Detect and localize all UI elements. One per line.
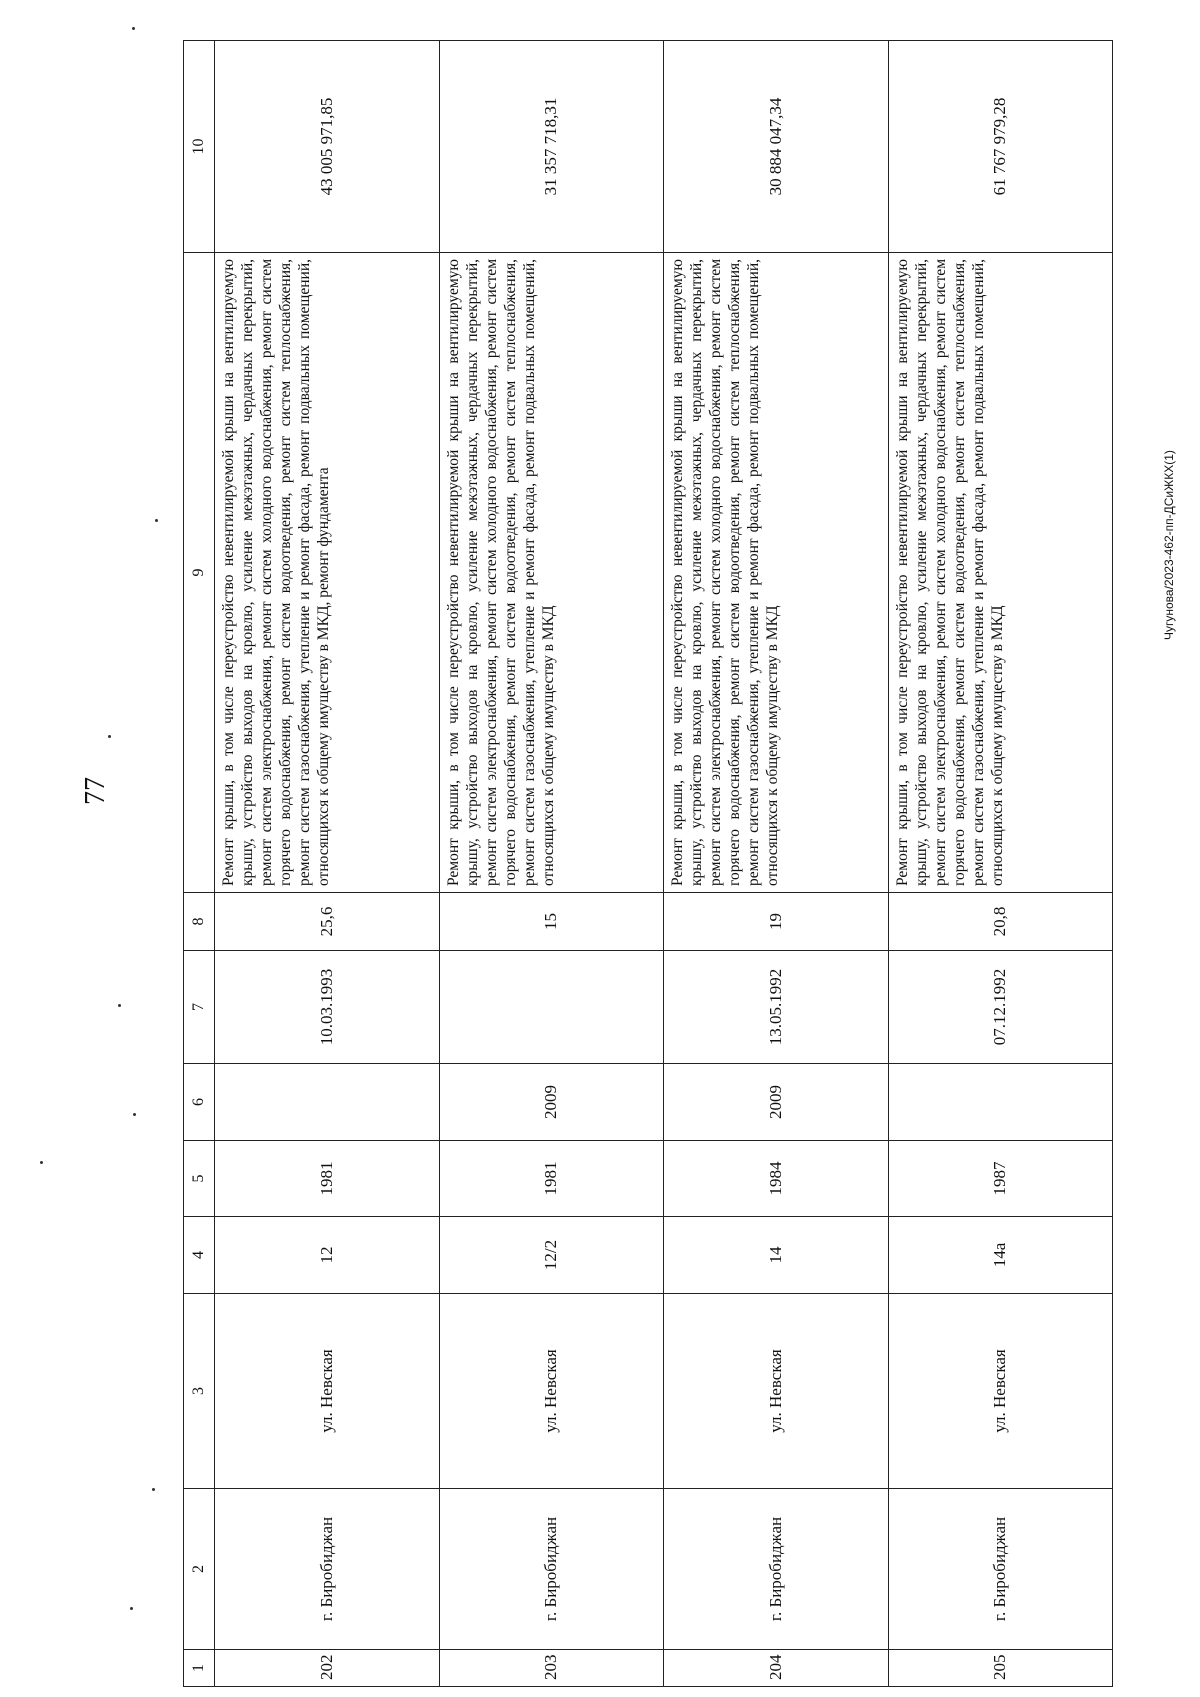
- table-row: [888, 41, 1113, 1687]
- table-row: [664, 41, 889, 1687]
- city-cell: г. Биробиджан: [664, 1489, 889, 1650]
- date-cell: 07.12.1992: [888, 951, 1113, 1064]
- date-cell: 10.03.1993: [215, 951, 440, 1064]
- column-number: 2: [184, 1489, 215, 1650]
- column-number: 8: [184, 893, 215, 951]
- street-cell: ул. Невская: [215, 1294, 440, 1489]
- column-number: 3: [184, 1294, 215, 1489]
- house-cell: 14а: [888, 1217, 1113, 1294]
- cost-cell: 30 884 047,34: [664, 41, 889, 253]
- cost-cell: 43 005 971,85: [215, 41, 440, 253]
- street-cell: ул. Невская: [888, 1294, 1113, 1489]
- works-cell: Ремонт крыши, в том числе переустройство невентилируемой крыши на вентилируемую крышу, устройство выходов на кровлю, усиление межэтажных, чердачных перекрытий, ремонт систем электроснабжения, ремонт систем холодного водоснабжения, ремонт систем горячего водоснабжения, ремонт систем водоотведения, ремонт систем теплоснабжения, ремонт систем газоснабжения, утепление и ремонт фасада, ремонт подвальных помещений, относящихся к общему имуществу в МКД: [888, 253, 1113, 893]
- house-cell: 12/2: [439, 1217, 664, 1294]
- register-table: [183, 40, 1113, 1687]
- year-built-cell: 1981: [439, 1141, 664, 1217]
- scan-speck: [155, 519, 158, 522]
- scan-speck: [133, 1113, 136, 1116]
- page-number: 77: [80, 777, 111, 805]
- column-number: 6: [184, 1064, 215, 1141]
- cost-cell: 31 357 718,31: [439, 41, 664, 253]
- year-overhaul-cell: [215, 1064, 440, 1141]
- document-id: Чугунова/2023-462-пп-ДСиЖКХ(1): [1162, 450, 1176, 640]
- works-cell: Ремонт крыши, в том числе переустройство невентилируемой крыши на вентилируемую крышу, устройство выходов на кровлю, усиление межэтажных, чердачных перекрытий, ремонт систем электроснабжения, ремонт систем холодного водоснабжения, ремонт систем горячего водоснабжения, ремонт систем водоотведения, ремонт систем теплоснабжения, ремонт систем газоснабжения, утепление и ремонт фасада, ремонт подвальных помещений, относящихся к общему имуществу в МКД, ремонт фундамента: [215, 253, 440, 893]
- street-cell: ул. Невская: [664, 1294, 889, 1489]
- column-number: 4: [184, 1217, 215, 1294]
- column-number: 10: [184, 41, 215, 253]
- column-number: 5: [184, 1141, 215, 1217]
- wear-cell: 19: [664, 893, 889, 951]
- city-cell: г. Биробиджан: [439, 1489, 664, 1650]
- house-cell: 12: [215, 1217, 440, 1294]
- street-cell: ул. Невская: [439, 1294, 664, 1489]
- table-row: [215, 41, 440, 1687]
- scan-speck: [152, 1488, 155, 1491]
- wear-cell: 25,6: [215, 893, 440, 951]
- wear-cell: 15: [439, 893, 664, 951]
- date-cell: [439, 951, 664, 1064]
- city-cell: г. Биробиджан: [888, 1489, 1113, 1650]
- scan-speck: [40, 1161, 43, 1164]
- column-number: 1: [184, 1650, 215, 1687]
- cost-cell: 61 767 979,28: [888, 41, 1113, 253]
- works-cell: Ремонт крыши, в том числе переустройство невентилируемой крыши на вентилируемую крышу, устройство выходов на кровлю, усиление межэтажных, чердачных перекрытий, ремонт систем электроснабжения, ремонт систем холодного водоснабжения, ремонт систем горячего водоснабжения, ремонт систем водоотведения, ремонт систем теплоснабжения, ремонт систем газоснабжения, утепление и ремонт фасада, ремонт подвальных помещений, относящихся к общему имуществу в МКД: [664, 253, 889, 893]
- scan-speck: [108, 735, 111, 738]
- row-number: 204: [664, 1650, 889, 1687]
- year-built-cell: 1984: [664, 1141, 889, 1217]
- wear-cell: 20,8: [888, 893, 1113, 951]
- register-table-container: [183, 41, 1113, 1687]
- column-number: 7: [184, 951, 215, 1064]
- scan-speck: [132, 27, 135, 30]
- city-cell: г. Биробиджан: [215, 1489, 440, 1650]
- year-overhaul-cell: 2009: [439, 1064, 664, 1141]
- date-cell: 13.05.1992: [664, 951, 889, 1064]
- scan-speck: [118, 1004, 121, 1007]
- table-row: [439, 41, 664, 1687]
- year-built-cell: 1981: [215, 1141, 440, 1217]
- works-cell: Ремонт крыши, в том числе переустройство невентилируемой крыши на вентилируемую крышу, устройство выходов на кровлю, усиление межэтажных, чердачных перекрытий, ремонт систем электроснабжения, ремонт систем холодного водоснабжения, ремонт систем горячего водоснабжения, ремонт систем водоотведения, ремонт систем теплоснабжения, ремонт систем газоснабжения, утепление и ремонт фасада, ремонт подвальных помещений, относящихся к общему имуществу в МКД: [439, 253, 664, 893]
- column-number: 9: [184, 253, 215, 893]
- column-number-row: [184, 41, 215, 1687]
- year-overhaul-cell: 2009: [664, 1064, 889, 1141]
- house-cell: 14: [664, 1217, 889, 1294]
- row-number: 205: [888, 1650, 1113, 1687]
- row-number: 202: [215, 1650, 440, 1687]
- year-built-cell: 1987: [888, 1141, 1113, 1217]
- scan-speck: [130, 1607, 133, 1610]
- year-overhaul-cell: [888, 1064, 1113, 1141]
- row-number: 203: [439, 1650, 664, 1687]
